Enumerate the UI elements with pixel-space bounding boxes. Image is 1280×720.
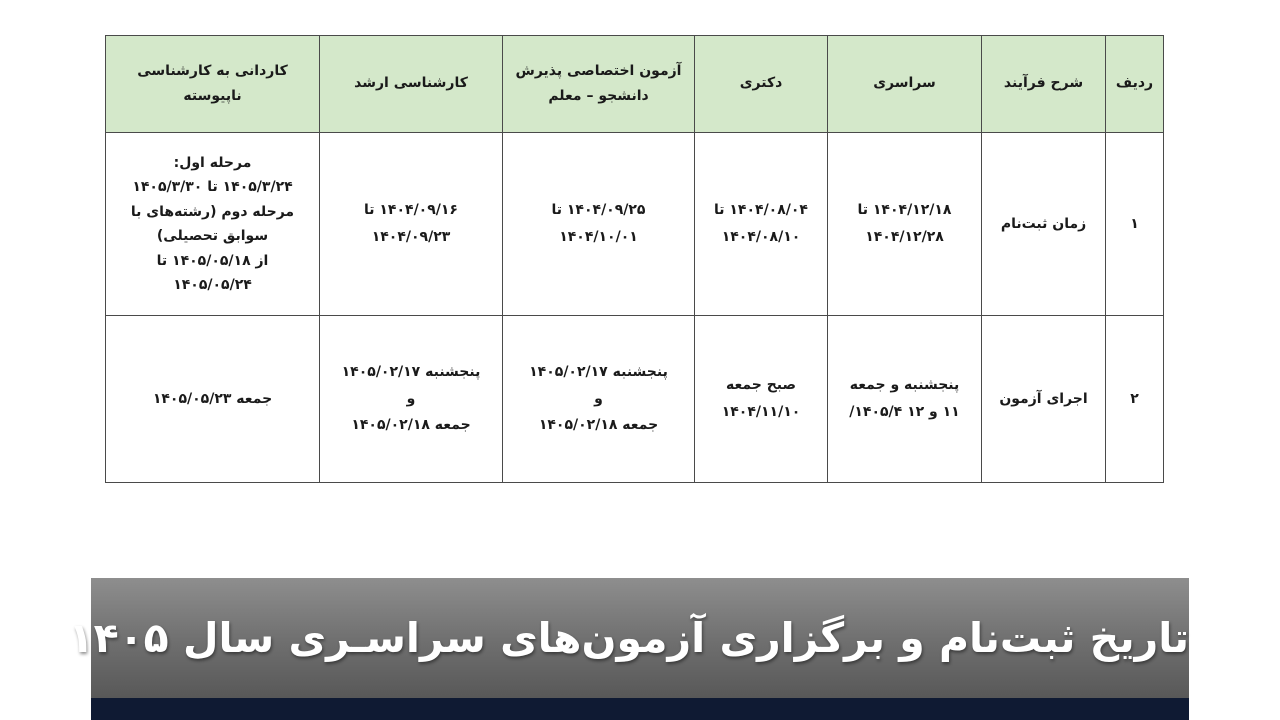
- phd-registration-cell: [695, 133, 828, 316]
- header-process: [982, 36, 1106, 133]
- title-banner: [68, 578, 1189, 720]
- banner-footer-strip: [91, 698, 1189, 720]
- row-number-cell: [1106, 316, 1164, 483]
- date-text: ۱۴۰۴/۱۲/۱۸ تا: [857, 202, 952, 219]
- date-text: صبح جمعه: [725, 377, 797, 394]
- header-text: دکتری: [739, 75, 783, 92]
- masters-exam-cell: [320, 316, 503, 483]
- header-teacher-exam: [503, 36, 695, 133]
- date-text: ۱۴۰۴/۰۸/۱۰: [721, 229, 801, 245]
- date-text: پنجشنبه و جمعه: [849, 377, 960, 394]
- process-cell: [982, 316, 1106, 483]
- associate-to-bachelor-exam-cell: [106, 316, 320, 483]
- date-text: ۱۴۰۵/۳/۲۴ تا ۱۴۰۵/۳/۳۰: [132, 179, 293, 195]
- header-text: شرح فرآیند: [1003, 75, 1084, 92]
- date-text: و: [406, 390, 416, 407]
- date-text: ۱۴۰۴/۱۲/۲۸: [865, 229, 944, 245]
- row-number-cell: [1106, 133, 1164, 316]
- teacher-exam-registration-cell: [503, 133, 695, 316]
- teacher-exam-exam-cell: [503, 316, 695, 483]
- date-text: ۱۴۰۴/۰۹/۱۶ تا: [364, 202, 458, 219]
- header-text: سراسری: [873, 75, 936, 92]
- date-text: مرحله دوم (رشته‌های با: [130, 203, 295, 220]
- header-phd: [695, 36, 828, 133]
- date-text: ۱۴۰۴/۱۱/۱۰: [721, 404, 801, 420]
- date-text: مرحله اول:: [173, 154, 252, 171]
- row-number: ۱: [1130, 215, 1139, 232]
- process-cell: [982, 133, 1106, 316]
- date-text: و: [594, 390, 603, 407]
- associate-to-bachelor-registration-cell: [106, 133, 320, 316]
- header-text: دانشجو – معلم: [548, 88, 649, 104]
- header-masters: [320, 36, 503, 133]
- date-text: ۱۱ و ۱۲ ۱۴۰۵/۴/: [849, 404, 960, 420]
- date-text: سوابق تحصیلی): [156, 228, 269, 244]
- date-text: ۱۴۰۵/۰۵/۲۴: [173, 277, 252, 293]
- date-text: جمعه ۱۴۰۵/۰۲/۱۸: [351, 417, 471, 434]
- phd-exam-cell: [695, 316, 828, 483]
- national-registration-cell: [828, 133, 982, 316]
- banner-title: تاریخ ثبت‌نام و برگزاری آزمون‌های سراسـری سال ۱۴۰۵: [68, 614, 1189, 662]
- date-text: ۱۴۰۴/۰۸/۰۴ تا: [714, 202, 808, 219]
- table-row-registration: [106, 133, 1164, 316]
- header-text: ردیف: [1115, 75, 1154, 92]
- header-text: کاردانی به کارشناسی: [137, 62, 288, 79]
- date-text: از ۱۴۰۵/۰۵/۱۸ تا: [156, 252, 269, 269]
- date-text: جمعه ۱۴۰۵/۰۲/۱۸: [538, 417, 659, 434]
- header-text: آزمون اختصاصی پذیرش: [515, 62, 682, 79]
- header-associate-to-bachelor: [106, 36, 320, 133]
- exam-schedule-table: [105, 35, 1164, 483]
- table-row-exam: [106, 316, 1164, 483]
- date-text: پنجشنبه ۱۴۰۵/۰۲/۱۷: [529, 364, 668, 381]
- header-text: ناپیوسته: [183, 88, 242, 104]
- date-text: جمعه ۱۴۰۵/۰۵/۲۳: [152, 390, 273, 407]
- date-text: ۱۴۰۴/۰۹/۲۳: [371, 229, 451, 245]
- header-text: کارشناسی ارشد: [354, 75, 468, 92]
- national-exam-cell: [828, 316, 982, 483]
- header-row-number: [1106, 36, 1164, 133]
- date-text: ۱۴۰۴/۰۹/۲۵ تا: [551, 202, 646, 219]
- masters-registration-cell: [320, 133, 503, 316]
- process-label: اجرای آزمون: [999, 390, 1088, 407]
- date-text: ۱۴۰۴/۱۰/۰۱: [559, 229, 638, 245]
- row-number: ۲: [1130, 390, 1139, 407]
- table-header-row: [106, 36, 1164, 133]
- header-national: [828, 36, 982, 133]
- process-label: زمان ثبت‌نام: [1000, 215, 1087, 232]
- date-text: پنجشنبه ۱۴۰۵/۰۲/۱۷: [341, 364, 481, 381]
